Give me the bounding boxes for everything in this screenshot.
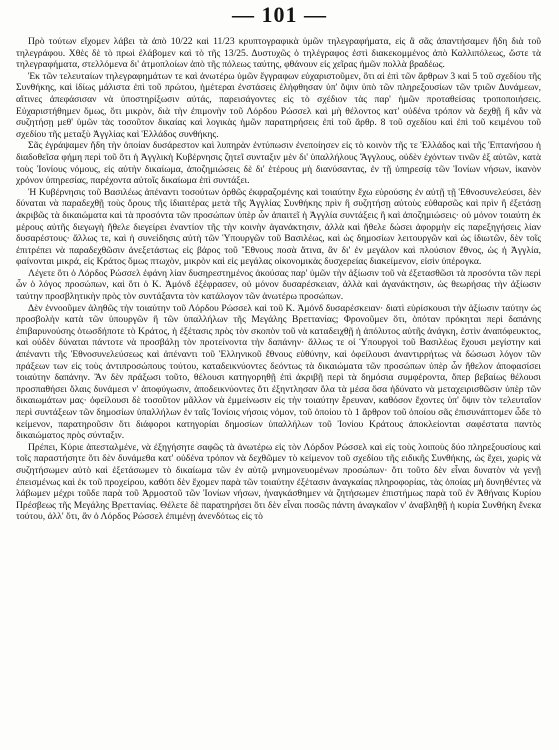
paragraph-2: Ἐκ τῶν τελευταίων τηλεγραφημάτων τε καὶ ἀνωτέρω ὑμῶν ἔγγραφων εὐχαριστοῦμεν, ὅτι αἱ ἐπὶ τῶν ἄρθρων 3 καὶ 5 τοῦ σχεδίου τῆς Συνθήκης, καὶ ἰδίως μάλιστα ἐπὶ τοῦ πρώτου, ἡμέτεραι ἐνστάσεις ἐλήφθησαν ὑπ' ὄψιν ὑπὸ τῶν πληρεξουσίων τῶν τριῶν Δυνάμεων, αἵτινες ἀπεφάσισαν νὰ ὑποστηρίξωσιν αὐτάς, παρεισάγοντες εἰς τὸ σχέδιον τὰς παρ' ἡμῶν προταθείσας τροποποιήσεις. Εὐχαριστήθημεν ὅμως, ὅτι μικρὸν, διὰ τὴν ἐπιμονὴν τοῦ Λόρδου Ρώσσελ καὶ μὴ θέλοντος κατ' οὐδένα τρόπον νὰ δεχθῇ ἢ κἂν νὰ συζητήσῃ μεθ' ὑμῶν τὰς τοσοῦτον δικαίας καὶ λογικὰς ἡμῶν παρατηρήσεις ἐπὶ τοῦ ἄρθρ. 8 τοῦ σχεδίου καὶ ἐπὶ τοῦ κειμένου τοῦ σχεδίου τῆς μεταξὺ Ἀγγλίας καὶ Ἑλλάδος συνθήκης. (16, 70, 541, 140)
paragraph-5: Λέγετε ὅτι ὁ Λόρδος Ρώσσελ ἐφάνη λίαν δυσηρεστημένος ἀκούσας παρ' ὑμῶν τὴν ἀξίωσιν τοῦ νὰ ἐξετασθῶσι τὰ προσόντα τῶν περὶ ὧν ὁ λόγος προσώπων, καὶ ὅτι ὁ Κ. Ἀμόνδ ἐξέφρασεν, οὐ μόνον δυσαρέσκειαν, ἀλλὰ καὶ ἀγανάκτησιν, ὡς θεωρήσας τὴν ἀξίωσιν ταύτην προσβλητικὴν πρὸς τὸν συντάξαντα τὸν κατάλογον τῶν ἀνωτέρω προσώπων. (16, 267, 541, 303)
page-number: — 101 — (232, 2, 327, 27)
paragraph-4: Ἡ Κυβέρνησις τοῦ Βασιλέως ἀπέναντι τοσούτων ὀρθῶς ἐκφραζομένης καὶ τοιαύτην ἔχω εὐρούσης ἐν αὐτῇ τῇ Ἑθνοσυνελεύσει, δὲν δύναται νὰ παραδεχθῇ τοὺς ὅρους τῆς ἰδιαιτέρας μετὰ τῆς Ἀγγλίας Συνθήκης πρὶν ἢ συζητήσῃ αὐτοὺς εὐθαρσῶς καὶ πρὶν ἢ ἐξετάσῃ ἀκριβῶς τὰ δικαιώματα καὶ τὰ προσόντα τῶν προσώπων ὑπὲρ ὧν ἀπαιτεῖ ἡ Ἀγγλία συντάξεις ἢ καὶ ἀποζημιώσεις· οὐ μόνον τοιαύτη ἐκ μέρους αὐτῆς διεγωγὴ ἤθελε διεγείρει ἐναντίον τῆς τὴν κοινὴν ἀγανάκτησιν, ἀλλὰ καὶ ἤθελε δώσει ἀφορμὴν εἰς παρεξηγήσεις λίαν δυσαρέστους· ἄλλως τε, καὶ ἡ συνείδησις αὐτὴ τῶν Ὑπουργῶν τοῦ Βασιλέως, καὶ ὡς δημοσίων λειτουργῶν καὶ ὡς ἰδιωτῶν, δὲν τοῖς ἐπιτρέπει νὰ παραδεχθῶσιν ἀνεξετάστως εἰς βάρος τοῦ Ἔθνους ποσὰ ἅτινα, ἂν δι' ἐν μεγάλον καὶ πλούσιον ἔθνος, ὡς ἡ Ἀγγλία, φαίνονται μικρά, εἰς Κράτος ὅμως πτωχὸν, μικρὸν καὶ εἰς μεγάλας οἰκονομικὰς δυσχερείας διακείμενον, εἰσὶν ὑπέρογκα. (16, 186, 541, 268)
paragraph-6: Δὲν ἐννοοῦμεν ἀληθῶς τὴν τοιαύτην τοῦ Λόρδου Ρώσσελ καὶ τοῦ Κ. Ἀμόνδ δυσαρέσκειαν· διατὶ εὑρίσκουσι τὴν ἀξίωσιν ταύτην ὡς προσβολὴν κατὰ τῶν ὑπουργῶν ἢ τῶν ὑπαλλήλων τῆς Μεγάλης Βρεττανίας; Φρονοῦμεν ὅτι, ὁπόταν πρόκηται περὶ δαπάνης ἐπιβαρυνούσης ὁτωσδήποτε τὸ Κράτος, ἡ ἐξέτασις πρὸς τὸν σκοπὸν τοῦ νὰ καταδειχθῇ ἡ ἀπόλυτος αὐτῆς ἀνάγκη, ἐστὶν ἀναπόφευκτος, καὶ οὐδὲν δύναται πάντοτε νὰ προσβάλῃ τὸν προτείνοντα τὴν δαπάνην· ἄλλως τε οἱ Ὑπουργοὶ τοῦ Βασιλέως ἔχουσι μεγίστην καὶ ἀπέναντι τῆς Ἑθνοσυνελεύσεως καὶ ἀπέναντι τοῦ Ἑλληνικοῦ ἔθνους εὐθύνην, καὶ ὀφείλουσι ἀναντιρρήτως νὰ δώσωσι λόγον τῶν πράξεων των εἰς τοὺς ἀντιπροσώπους τούτου, καταδεικνύοντες δεόντως τὰ δικαιώματα τῶν προσώπων ὑπὲρ ὧν ἤθελον ἀποφασίσει τοιαύτην δαπάνην. Ἂν δὲν πράξωσι τοῦτο, θέλουσι κατηγορηθῇ ἐπὶ ἀκριβῇ περὶ τὰ δημόσια συμφέροντα, ὅπερ βεβαίως θέλουσι προσπαθήσει ὅλαις δυνάμεσι ν' ἀποφύγωσιν, ἀποδεικνύοντες ὅτι ἐξηντλησαν ὅλα τὰ μέσα ὅσα ἠδύνατο νὰ μεταχειρισθῶσιν ὑπὲρ τῶν δικαιωμάτων μας· ὀφείλουσι δὲ τοσοῦτον μᾶλλον νὰ ἐμμείνωσιν εἰς τὴν τοιαύτην ἔρευναν, καθόσον ἔχοντες ὑπ' ὄψιν τὸν τελευταῖον περὶ συντάξεων τῶν δημοσίων ὑπαλλήλων ἐν ταῖς Ἰονίοις νήσοις νόμον, τοῦ ὁποίου τὸ 1 ἄρθρον τοῦ ὁποίου σᾶς ἐπισυνάπτομεν ὧδε τὸ κείμενον, παρατηροῦσιν ὅτι διάφοροι κατηγορίαι δημοσίων ὑπαλλήλων τοῦ Ἰονίου Κράτους ἀποκλείονται σαφέστατα παντὸς δικαιώματος πρὸς σύνταξιν. (16, 302, 541, 442)
paragraph-7: Πρέπει, Κύριε ἀπεσταλμένε, νὰ ἐξηγήσητε σαφῶς τὰ ἀνωτέρω εἰς τὸν Λόρδον Ρώσσελ καὶ εἰς τοὺς λοιποὺς δύο πληρεξουσίους καὶ τοῖς παραστήσητε ὅτι δὲν δυνάμεθα κατ' οὐδένα τρόπον νὰ δεχθῶμεν τὸ κείμενον τοῦ σχεδίου τῆς ειδικῆς Συνθήκης, ὡς ἔχει, χωρὶς νὰ συζητήσωμεν αὐτὸ καὶ ἐξετάσωμεν τὸ δικαίωμα τῶν ἐν αὐτῷ μνημονευομένων προσώπων· ὅτι τοῦτο δὲν εἶναι δυνατὸν νὰ γενῇ ἐπεισμένως καὶ ἐκ τοῦ προχείρου, καθότι δὲν ἔχομεν παρὰ τῶν τοιαύτην ἐξέτασιν ἀναγκαίας πληροφορίας, τὰς ὁποίας μὴ δυνηθέντες νὰ λάβωμεν μέχρι τοῦδε παρὰ τοῦ Ἁρμοστοῦ τῶν Ἰονίων νήσων, ἠναγκάσθημεν νὰ ζητήσωμεν ἐπιστήμως παρὰ τοῦ ἐν Ἀθήναις Κυρίου Πρέσβεως τῆς Μεγάλης Βρεττανίας. Θέλετε δὲ παρατηρήσει ὅτι δὲν εἶναι ποσῶς πάντη ἀναγκαῖον ν' ἀναβληθῇ ἡ κυρία Συνθήκη ἕνεκα τούτου, ἀλλ' ὅτι, ἂν ὁ Λόρδος Ρώσσελ ἐπιμένῃ ἀνενδότως εἰς τὸ (16, 441, 541, 523)
body-text (16, 36, 541, 523)
paragraph-3: Σᾶς ἐγράψαμεν ἤδη τὴν ὁποίαν δυσάρεστον καὶ λυπηρὰν ἐντύπωσιν ἐνεποίησεν εἰς τὸ κοινὸν τῆς τε Ἑλλάδος καὶ τῆς Ἑπτανήσου ἡ διαδοθεῖσα φήμη περὶ τοῦ ὅτι ἡ Ἀγγλικὴ Κυβέρνησις ζητεῖ συνταξιν μὲν δι' ὑπαλλήλους Ἄγγλους, οὐδὲν ἐχόντων τινῶν ἐξ αὐτῶν, κατὰ τοὺς Ἰονίους νόμους, εἰς αὐτὴν δικαίωμα, ἀποζημιώσεις δὲ δι' ἑτέρους μὴ διανύσαντας, ἐν τῇ ὑπηρεσίᾳ τῶν Ἰονίων νήσων, ἱκανὸν χρόνον ὑπηρεσίας, παρέχοντα αὐτοῖς δικαίωμα ἐπὶ συντάξει. (16, 140, 541, 187)
paragraph-1: Πρὸ τούτων εἴχομεν λάβει τὰ ἀπὸ 10/22 καὶ 11/23 κρυπτογραφικὰ ὑμῶν τηλεγραφήματα, εἰς ἃ σᾶς ἀπαντήσαμεν ἤδη διὰ τοῦ τηλεγράφου. Χθὲς δὲ τὸ πρωὶ ἐλάβομεν καὶ τὸ τῆς 13/25. Δυστυχῶς ὁ τηλέγραφος ἐστὶ διακεκομμένος ἀπὸ Καλλιπόλεως, ὥστε τὰ τηλεγραφήματα, στελλόμενα δι' ἀτμοπλοίων ἀπὸ τῆς πόλεως ταύτης, φθάνουν εἰς χεῖρας ἡμῶν πολλὰ βραδέως. (16, 36, 541, 71)
